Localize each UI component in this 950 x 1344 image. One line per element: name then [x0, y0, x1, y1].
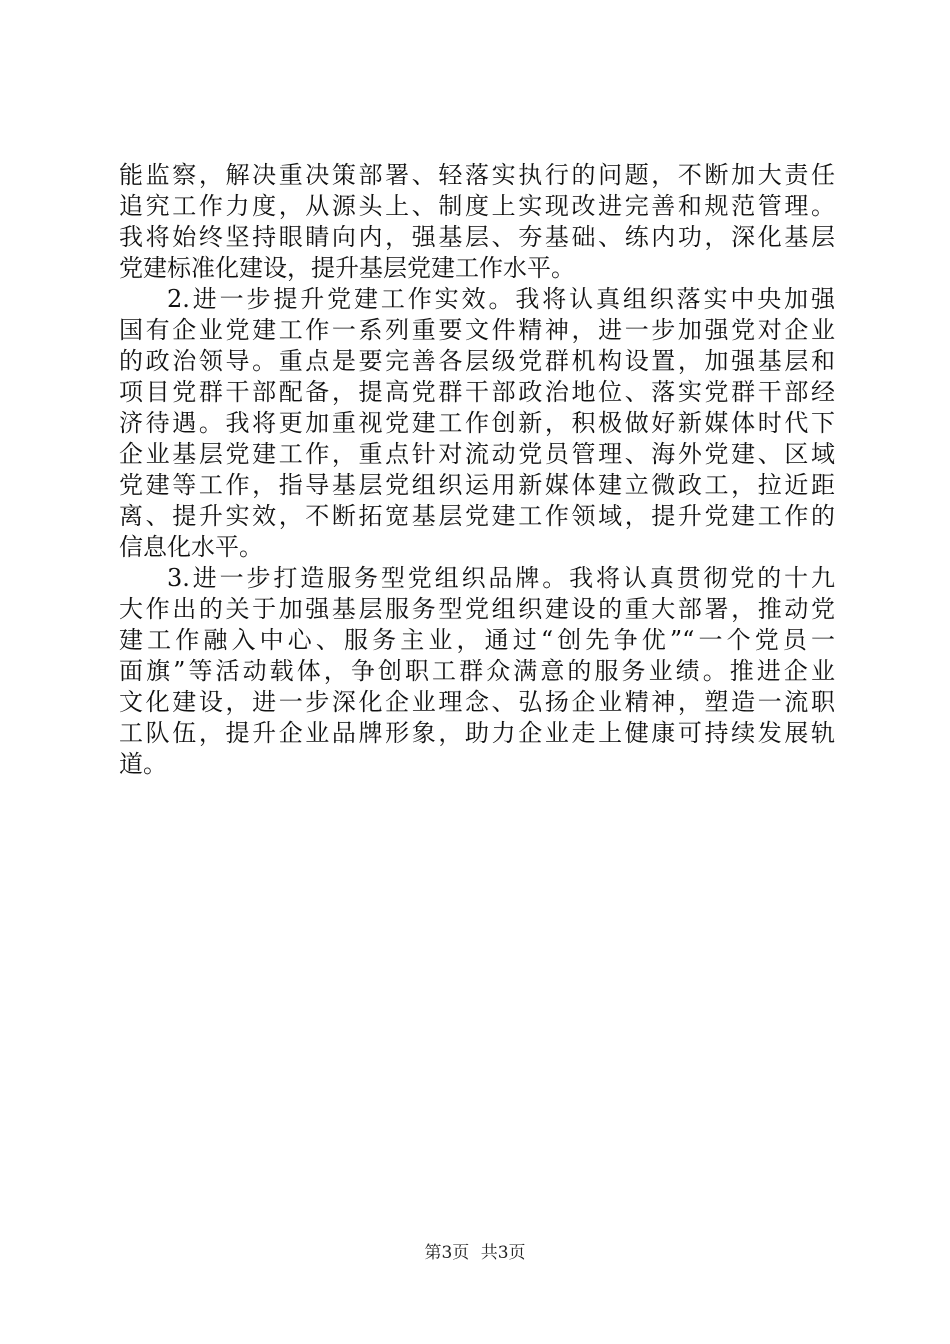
text-line: 道。 [119, 750, 167, 778]
text-line: 追究工作力度，从源头上、制度上实现改进完善和规范管理。 [119, 192, 835, 220]
text-line: 我将始终坚持眼睛向内，强基层、夯基础、练内功，深化基层 [119, 223, 835, 251]
text-line: 党建等工作，指导基层党组织运用新媒体建立微政工，拉近距 [119, 471, 835, 499]
text-line: 济待遇。我将更加重视党建工作创新，积极做好新媒体时代下 [119, 409, 835, 437]
text-line: 面旗”等活动载体，争创职工群众满意的服务业绩。推进企业 [119, 657, 835, 685]
text-line: 大作出的关于加强基层服务型党组织建设的重大部署，推动党 [119, 595, 835, 623]
text-line: 能监察，解决重决策部署、轻落实执行的问题，不断加大责任 [119, 161, 835, 189]
text-line: 信息化水平。 [119, 533, 263, 561]
paragraph-3 [119, 563, 835, 780]
text-line: 文化建设，进一步深化企业理念、弘扬企业精神，塑造一流职 [119, 688, 835, 716]
document-body [119, 160, 835, 780]
text-line: 的政治领导。重点是要完善各层级党群机构设置，加强基层和 [119, 347, 835, 375]
text-line: 3.进一步打造服务型党组织品牌。我将认真贯彻党的十九 [167, 564, 835, 592]
text-line: 离、提升实效，不断拓宽基层党建工作领域，提升党建工作的 [119, 502, 835, 530]
paragraph-1 [119, 160, 835, 284]
text-line: 2.进一步提升党建工作实效。我将认真组织落实中央加强 [167, 285, 835, 313]
text-line: 国有企业党建工作一系列重要文件精神，进一步加强党对企业 [119, 316, 835, 344]
page-number: 第3页 [424, 1243, 470, 1263]
page-footer [0, 1242, 950, 1264]
text-line: 建工作融入中心、服务主业，通过“创先争优”“一个党员一 [119, 626, 835, 654]
page-total: 共3页 [480, 1243, 526, 1263]
text-line: 项目党群干部配备，提高党群干部政治地位、落实党群干部经 [119, 378, 835, 406]
text-line: 党建标准化建设，提升基层党建工作水平。 [119, 254, 575, 282]
text-line: 工队伍，提升企业品牌形象，助力企业走上健康可持续发展轨 [119, 719, 835, 747]
text-line: 企业基层党建工作，重点针对流动党员管理、海外党建、区域 [119, 440, 835, 468]
paragraph-2 [119, 284, 835, 563]
